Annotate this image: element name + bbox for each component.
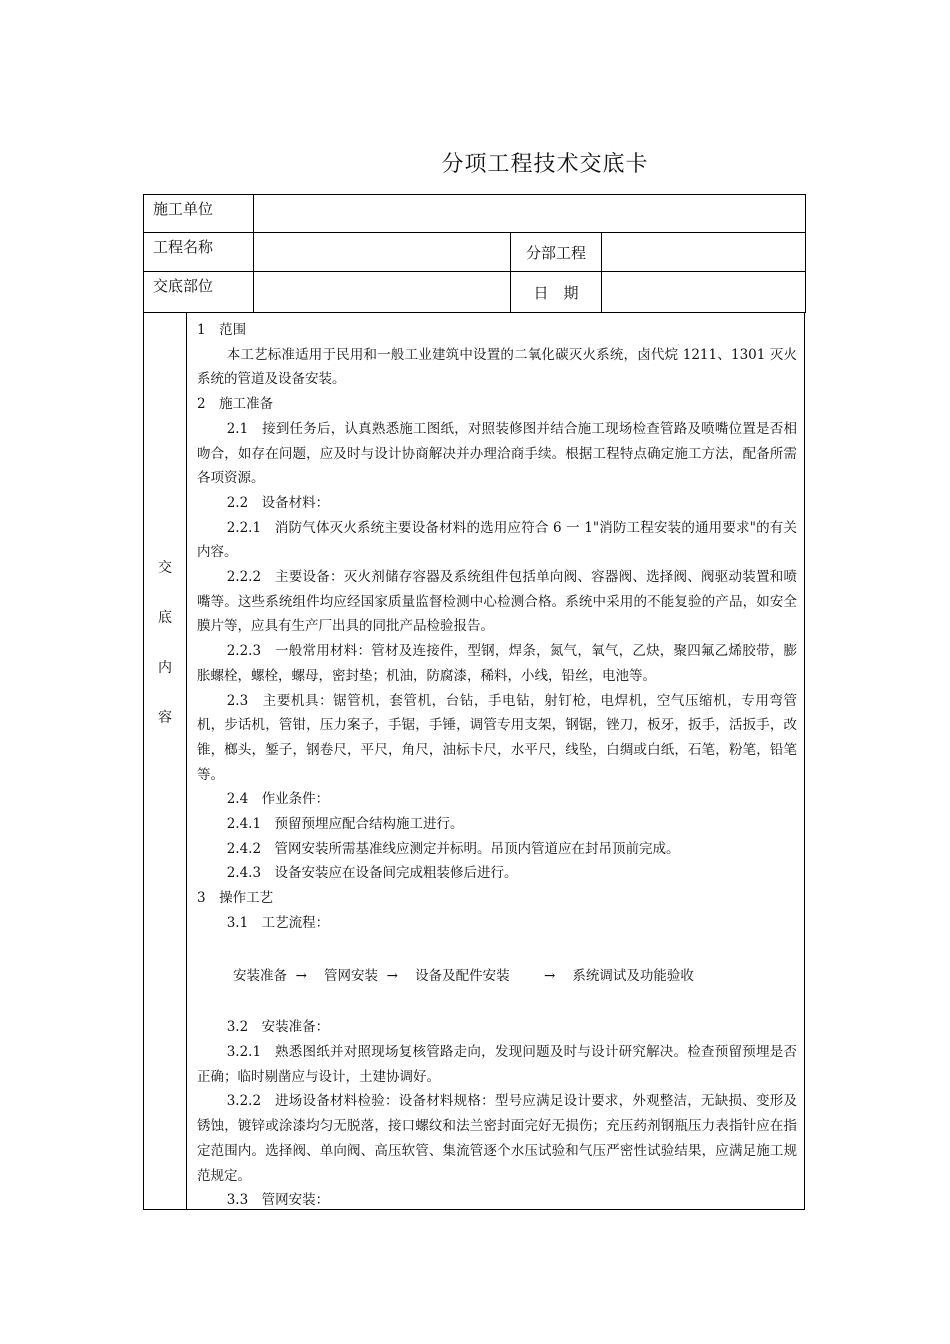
- side-char: 交: [158, 560, 172, 576]
- paragraph: 2.2.1 消防气体灭火系统主要设备材料的选用应符合 6 一 1"消防工程安装的通用要求"的有关内容。: [197, 519, 797, 561]
- side-char: 容: [158, 710, 172, 726]
- date-label: 日 期: [511, 272, 602, 313]
- section-heading: 3 操作工艺: [197, 890, 274, 907]
- section-heading: 1 范围: [197, 322, 247, 338]
- side-char: 内: [158, 660, 172, 676]
- process-flow: 安装准备 → 管网安装 → 设备及配件安装 → 系统调试及功能验收: [233, 967, 694, 984]
- project-label: 工程名称: [144, 233, 254, 272]
- paragraph: 2.4.1 预留预埋应配合结构施工进行。: [226, 816, 464, 833]
- content-box: [143, 313, 805, 1210]
- unit-label: 施工单位: [144, 195, 254, 233]
- paragraph: 3.2.2 进场设备材料检验：设备材料规格：型号应满足设计要求，外观整洁，无缺损、变形及锈蚀，镀锌或涂漆均匀无脱落，接口螺纹和法兰密封面完好无损伤；充压药剂钢瓶压力表指针应在指定范围内。选择阀、单向阀、高压软管、集流管逐个水压试验和气压严密性试验结果，应满足施工规范规定。: [197, 1093, 797, 1184]
- document-title: 分项工程技术交底卡: [441, 152, 649, 177]
- side-label: [144, 543, 186, 743]
- paragraph: 3.2.1 熟悉图纸并对照现场复核管路走向，发现问题及时与设计研究解决。检查预留预埋是否正确；临时剔凿应与设计，土建协调好。: [197, 1043, 797, 1085]
- paragraph: 3.2 安装准备：: [226, 1019, 330, 1036]
- subproject-value: [602, 233, 806, 272]
- unit-value: [254, 195, 806, 233]
- paragraph: 2.3 主要机具：锯管机，套管机，台钻，手电钻，射钉枪，电焊机，空气压缩机，专用弯管机，步话机，管钳，压力案子，手锯，手锤，调管专用支架，钢锯，锉刀，板牙，扳手，活扳手，改锥，榔头，錾子，钢卷尺，平尺，角尺，油标卡尺，水平尺，线坠，白绸或白纸，石笔，粉笔，铅笔等。: [197, 692, 797, 783]
- part-label: 交底部位: [144, 272, 254, 313]
- section-heading: 2 施工准备: [197, 396, 274, 413]
- paragraph: 3.3 管网安装：: [226, 1192, 330, 1209]
- paragraph: 2.2.3 一般常用材料：管材及连接件，型钢，焊条，氮气，氧气，乙炔，聚四氟乙烯胶带，膨胀螺栓，螺栓，螺母，密封垫；机油，防腐漆，稀料，小线，铅丝，电池等。: [197, 643, 797, 684]
- paragraph: 2.4.3 设备安装应在设备间完成粗装修后进行。: [226, 865, 518, 882]
- paragraph: 3.1 工艺流程：: [226, 914, 330, 931]
- header-table: [143, 194, 806, 313]
- content-text: [197, 318, 797, 1213]
- part-value: [254, 272, 511, 313]
- paragraph: 2.2 设备材料：: [226, 494, 330, 511]
- date-value: [602, 272, 806, 313]
- paragraph: 2.1 接到任务后，认真熟悉施工图纸，对照装修图并结合施工现场检查管路及喷嘴位置是否相吻合，如存在问题，应及时与设计协商解决并办理洽商手续。根据工程特点确定施工方法，配备所需各项资源。: [197, 420, 797, 487]
- project-value: [254, 233, 511, 272]
- paragraph: 2.2.2 主要设备：灭火剂储存容器及系统组件包括单向阀、容器阀、选择阀、阀驱动装置和喷嘴等。这些系统组件均应经国家质量监督检测中心检测合格。系统中采用的不能复验的产品，如安全膜片等，应具有生产厂出具的同批产品检验报告。: [197, 569, 797, 635]
- side-char: 底: [158, 610, 172, 626]
- paragraph: 2.4.2 管网安装所需基准线应测定并标明。吊顶内管道应在封吊顶前完成。: [226, 840, 680, 857]
- subproject-label: 分部工程: [511, 233, 602, 272]
- column-divider: [186, 313, 187, 1209]
- paragraph: 2.4 作业条件：: [226, 791, 330, 808]
- paragraph: 本工艺标准适用于民用和一般工业建筑中设置的二氧化碳灭火系统，卤代烷 1211、1301 灭火系统的管道及设备安装。: [197, 346, 797, 388]
